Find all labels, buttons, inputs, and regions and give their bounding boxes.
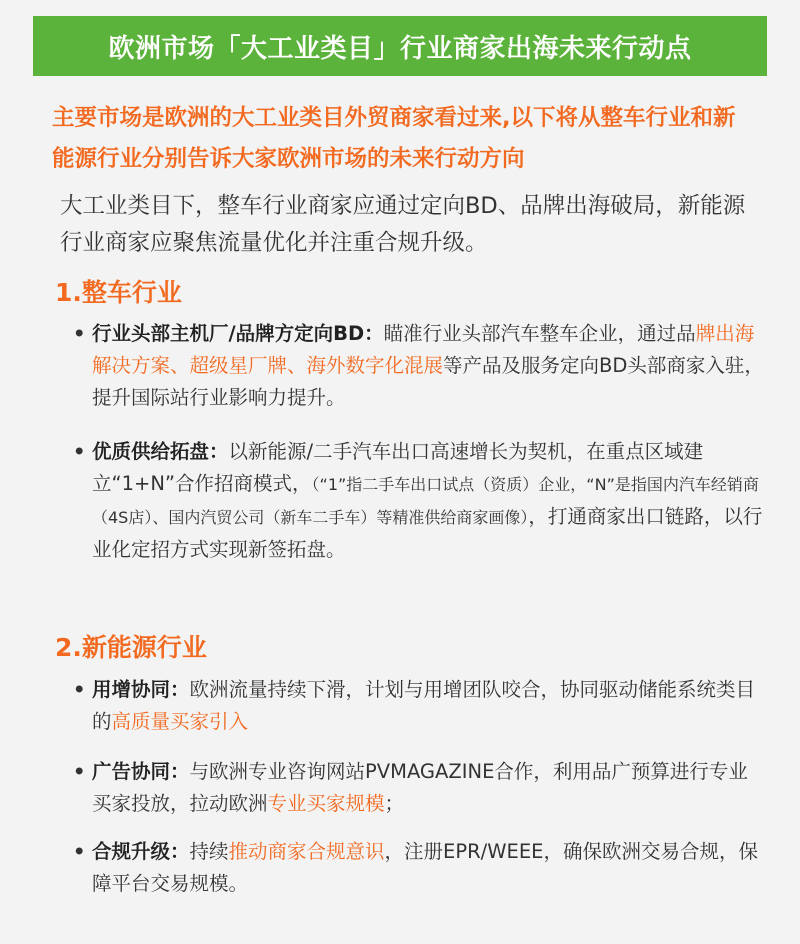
bullet-highlight: 高质量买家引入 (111, 710, 249, 733)
bullet-note: （“1”指二手车出口试点（资质）企业，“N”是指国内汽车经销商（4S店）、国内汽贸公司（新车二手车）等精准供给商家画像） (92, 475, 759, 527)
section-title-new-energy: 2.新能源行业 (55, 633, 207, 662)
bullet-label: 合规升级： (92, 840, 190, 863)
page-title-banner (33, 16, 767, 76)
bullet-text: 与欧洲专业咨询网站PVMAGAZINE合作，利用品广预算进行专业买家投放，拉动欧洲 (92, 760, 748, 815)
bullet-label: 优质供给拓盘： (92, 440, 229, 463)
bullet-ad-collab (73, 756, 764, 820)
bullet-dot-icon: • (73, 678, 86, 701)
bullet-highlight: 牌出海解决方案、超级星厂牌、海外数字化混展 (92, 322, 755, 377)
bullet-text-end: ，注册EPR/WEEE，确保欧洲交易合规，保障平台交易规模。 (92, 840, 758, 895)
bullet-highlight: 专业买家规模 (267, 792, 385, 815)
bullet-text: 欧洲流量持续下滑，计划与用增团队咬合，协同驱动储能系统类目的 (92, 678, 756, 733)
bullet-label: 行业头部主机厂/品牌方定向BD： (92, 322, 384, 345)
bullet-text: 持续 (189, 840, 229, 863)
bullet-dot-icon: • (73, 760, 86, 783)
bullet-compliance (73, 836, 764, 900)
bullet-text: 瞄准行业头部汽车整车企业，通过品 (383, 322, 696, 345)
summary-text: 大工业类目下，整车行业商家应通过定向BD、品牌出海破局，新能源行业商家应聚焦流量优化并注重合规升级。 (60, 193, 746, 256)
bullet-label: 用增协同： (92, 678, 190, 701)
bullet-dot-icon: • (73, 840, 86, 863)
bullet-growth-collab (73, 674, 764, 738)
bullet-text-end: ，打通商家出口链路，以行业化定招方式实现新签拓盘。 (92, 505, 763, 561)
bullet-supply-expansion (73, 436, 764, 566)
section-title-vehicle: 1.整车行业 (55, 278, 182, 307)
bullet-text-end: ； (384, 792, 405, 815)
bullet-oem-bd (73, 318, 764, 414)
bullet-text: 以新能源/二手汽车出口高速增长为契机，在重点区域建立“1+N”合作招商模式， (92, 440, 704, 495)
bullet-dot-icon: • (73, 322, 86, 345)
intro-text: 主要市场是欧洲的大工业类目外贸商家看过来,以下将从整车行业和新能源行业分别告诉大家欧洲市场的未来行动方向 (52, 105, 736, 172)
bullet-label: 广告协同： (92, 760, 190, 783)
bullet-highlight: 推动商家合规意识 (228, 840, 385, 863)
bullet-dot-icon: • (73, 440, 86, 463)
page-title: 欧洲市场「大工业类目」行业商家出海未来行动点 (108, 33, 692, 64)
bullet-text-end: 等产品及服务定向BD头部商家入驻，提升国际站行业影响力提升。 (92, 354, 764, 409)
